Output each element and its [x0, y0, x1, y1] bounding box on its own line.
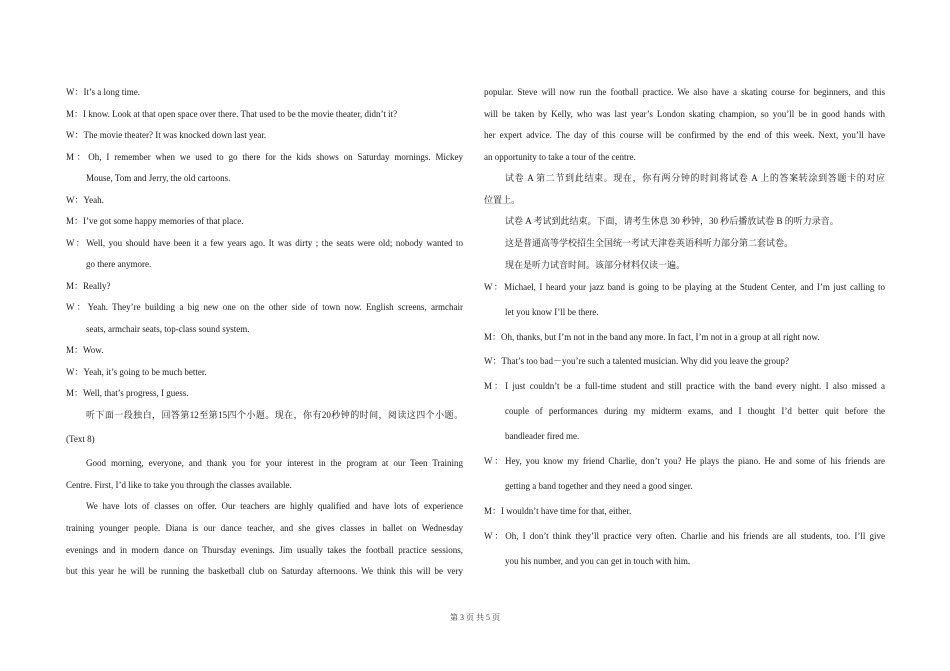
- right-column-text-line: 试卷 A 考试到此结束。下面，请考生休息 30 秒钟，30 秒后播放试卷 B 的听力录音。: [505, 216, 839, 226]
- left-column-text-line: but this year he will be running the basketball club on Saturday afternoons. We think this will be very: [66, 566, 463, 576]
- left-column-text-line: W：Yeah, it’s going to be much better.: [66, 367, 207, 377]
- left-column-text-line: Centre. First, I’d like to take you through the classes available.: [66, 480, 292, 490]
- right-column-text-line: her expert advice. The day of this course will be confirmed by the end of this week. Next, you’ll have: [484, 130, 885, 140]
- right-column-text-line: M：Oh, thanks, but I’m not in the band any more. In fact, I’m not in a group at all right now.: [484, 332, 820, 342]
- right-column-text-line: W：That’s too bad－you’re such a talented musician. Why did you leave the group?: [484, 356, 789, 366]
- page-footer: 第 3 页 共 5 页: [450, 613, 500, 622]
- right-column-text-line: let you know I’ll be there.: [505, 307, 599, 317]
- right-column-text-line: M：I just couldn’t be a full-time student and still practice with the band every night. I also missed a: [484, 381, 885, 391]
- left-column-text-line: seats, armchair seats, top-class sound system.: [86, 324, 250, 334]
- right-column-text-line: an opportunity to take a tour of the centre.: [484, 152, 636, 162]
- left-column-text-line: W：The movie theater? It was knocked down last year.: [66, 130, 267, 140]
- left-column-text-line: Good morning, everyone, and thank you for your interest in the program at our Teen Training: [86, 458, 463, 468]
- left-column-text-line: W：Yeah.: [66, 195, 104, 205]
- left-column-text-line: M：Wow.: [66, 345, 104, 355]
- left-column-text-line: 听下面一段独白，回答第12至第15四个小题。现在，你有20秒钟的时间，阅读这四个小题。: [86, 410, 463, 420]
- right-column-text-line: W：Hey, you know my friend Charlie, don’t you? He plays the piano. He and some of his friends are: [484, 456, 885, 466]
- right-column-text-line: getting a band together and they need a good singer.: [505, 481, 693, 491]
- right-column-text-line: M：I wouldn’t have time for that, either.: [484, 506, 632, 516]
- right-column-text-line: will be taken by Kelly, who was last year’s London skating champion, so you’ll be in good hands with: [484, 109, 885, 119]
- left-column-text-line: W：Yeah. They’re building a big new one on the other side of town now. English screens, armchair: [66, 302, 463, 312]
- right-column-text-line: 位置上。: [484, 195, 521, 205]
- right-column-text-line: bandleader fired me.: [505, 431, 580, 441]
- left-column-text-line: M：I know. Look at that open space over there. That used to be the movie theater, didn’t it?: [66, 109, 398, 119]
- left-column-text-line: Mouse, Tom and Jerry, the old cartoons.: [86, 173, 231, 183]
- left-column-text-line: training younger people. Diana is our dance teacher, and she gives classes in ballet on Wednesday: [66, 523, 463, 533]
- right-column-text-line: 试卷 A 第二节到此结束。现在，你有两分钟的时间将试卷 A 上的答案转涂到答题卡的对应: [505, 173, 885, 183]
- right-column-text-line: 这是普通高等学校招生全国统一考试天津卷英语科听力部分第二套试卷。: [505, 238, 794, 248]
- left-column-text-line: M：Oh, I remember when we used to go there for the kids shows on Saturday mornings. Mickey: [66, 152, 463, 162]
- left-column-text-line: We have lots of classes on offer. Our teachers are highly qualified and have lots of experience: [86, 501, 463, 511]
- right-column-text-line: W：Michael, I heard your jazz band is going to be playing at the Student Center, and I’m just calling to: [484, 282, 885, 292]
- right-column-text-line: 现在是听力试音时间。该部分材料仅读一遍。: [505, 260, 686, 270]
- right-column-text-line: popular. Steve will now run the football practice. We also have a skating course for beginners, and this: [484, 87, 885, 97]
- left-column-text-line: go there anymore.: [86, 259, 152, 269]
- left-column-text-line: W：It’s a long time.: [66, 87, 140, 97]
- left-column-text-line: M：Well, that’s progress, I guess.: [66, 388, 189, 398]
- right-column-text-line: couple of performances during my midterm exams, and I thought I’d better quit before the: [505, 406, 885, 416]
- left-column-text-line: (Text 8): [66, 434, 95, 444]
- left-column-text-line: M：I’ve got some happy memories of that place.: [66, 216, 244, 226]
- left-column-text-line: M：Really?: [66, 281, 111, 291]
- left-column-text-line: W：Well, you should have been it a few years ago. It was dirty ; the seats were old; nobody wanted to: [66, 238, 463, 248]
- left-column-text-line: evenings and in modern dance on Thursday evenings. Jim usually takes the football practice sessions,: [66, 545, 463, 555]
- right-column-text-line: W：Oh, I don’t think they’ll practice very often. Charlie and his friends are all students, too. I’ll give: [484, 531, 885, 541]
- right-column-text-line: you his number, and you can get in touch with him.: [505, 556, 691, 566]
